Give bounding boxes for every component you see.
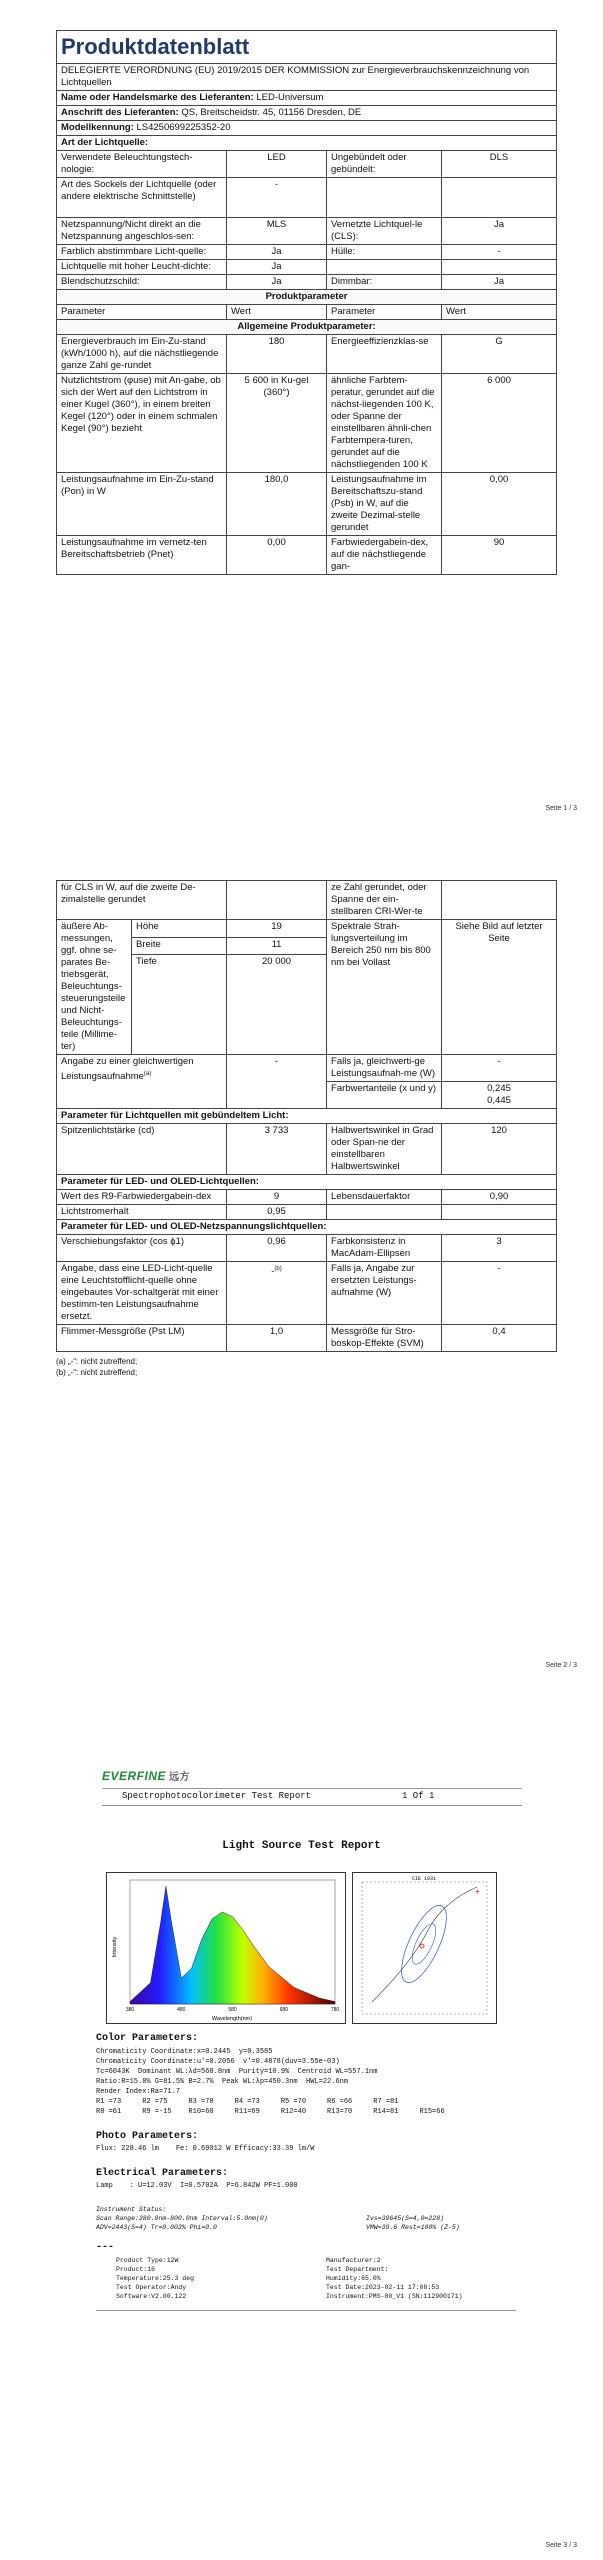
param-label: Vernetzte Lichtquel-le (CLS): [327,218,442,245]
supplier-name: LED-Universum [256,92,324,103]
param-label: Leistungsaufnahme im Ein-Zu-stand (Pon) in W [57,473,227,536]
param-value: 9 [227,1190,327,1205]
info-line: Temperature:25.3 deg [116,2275,195,2282]
param-label: Falls ja, Angabe zur ersetzten Leistungs-aufnahme (W) [327,1262,442,1325]
spectrum-label: Spektrale Strah-lungsverteilung im Bereich 250 nm bis 800 nm bei Vollast [327,920,442,1055]
info-line: Software:V2.00.122 [116,2293,187,2300]
cie-diagram [352,1872,497,2024]
param-label: Hülle: [327,245,442,260]
report-body [96,2033,526,2311]
param-value: 3 [442,1235,557,1262]
supplier-name-row [57,91,557,106]
info-line: Instrument:PMS-80_V1 (SN:112900171) [326,2293,463,2300]
depth-value: 20 000 [227,955,327,1055]
param-label: Wert des R9-Farbwiedergabein-dex [57,1190,227,1205]
param-label: Lichtquelle mit hoher Leucht-dichte: [57,260,227,275]
empty-cell [442,260,557,275]
param-value: 6 000 [442,374,557,473]
param-label: Art des Sockels der Lichtquelle (oder andere elektrische Schnittstelle) [57,178,227,218]
param-label: Blendschutzschild: [57,275,227,290]
test-info [96,2256,526,2306]
report-title: Light Source Test Report [222,1840,381,1852]
color-line: Ratio:R=15.8% G=81.5% B=2.7% Peak WL:λp=450.3nm HWL=22.6nm [96,2078,349,2086]
section-header: Parameter für LED- und OLED-Lichtquellen: [57,1175,557,1190]
param-label: Lichtstromerhalt [57,1205,227,1220]
separator-dashes: --- [96,2242,115,2253]
page-1 [0,0,603,815]
footnote-ref: (a) [143,1071,152,1077]
photo-params-title: Photo Parameters: [96,2131,199,2142]
param-value: Ja [227,260,327,275]
param-label: ze Zahl gerundet, oder Spanne der ein-stellbaren CRI-Wer-te [327,881,442,920]
param-label: ähnliche Farbtem-peratur, gerundet auf die nächst-liegenden 100 K, oder Spanne der einstellbaren ähnli-chen Farbtempera-turen, gerundet auf die nächstliegenden 100 K [327,374,442,473]
color-line: Tc=6043K Dominant WL:λd=568.8nm Purity=10.9% Centroid WL=557.1nm [96,2068,378,2076]
color-params-title: Color Parameters: [96,2033,199,2044]
param-value: 120 [442,1124,557,1175]
page-number: Seite 1 / 3 [545,805,577,812]
page-number: Seite 2 / 3 [545,1662,577,1669]
param-value: - [442,1262,557,1325]
param-value: LED [227,151,327,178]
supplier-address-row [57,106,557,121]
inst-line: Scan Range:380.0nm-800.0nm Interval:5.0nm(0) [96,2215,268,2222]
page-2 [0,830,603,1690]
param-label: Falls ja, gleichwerti-ge Leistungsaufnah-me (W) [327,1055,442,1082]
param-label: Messgröße für Stro-boskop-Effekte (SVM) [327,1325,442,1352]
param-value: 0,90 [442,1190,557,1205]
param-value: 3 733 [227,1124,327,1175]
x-tick-label: 480 [177,2007,186,2013]
empty-cell [227,881,327,920]
param-value: 90 [442,536,557,575]
sheet-title: Produktdatenblatt [57,31,557,64]
param-value: 5 600 in Ku-gel (360°) [227,374,327,473]
column-header: Wert [442,305,557,320]
x-tick-label: 380 [125,2007,135,2013]
spectrum-chart [106,1872,346,2024]
section-header: Parameter für LED- und OLED-Netzspannungslichtquellen: [57,1220,557,1235]
report-header [102,1788,522,1806]
page-number: Seite 3 / 3 [545,2542,577,2549]
datasheet-table [56,30,556,575]
param-value: 180 [227,335,327,374]
info-line: Manufacturer:2 [326,2257,381,2264]
param-label: Lebensdauerfaktor [327,1190,442,1205]
depth-label: Tiefe [132,955,227,1055]
datasheet-table-continued [56,880,556,1378]
height-value: 19 [227,920,327,938]
param-value: 180,0 [227,473,327,536]
width-label: Breite [132,937,227,955]
param-label: Energieeffizienzklas-se [327,335,442,374]
empty-cell [327,260,442,275]
color-line: Chromaticity Coordinate:u'=0.2056 v'=0.4878(duv=3.55e-03) [96,2058,340,2066]
model-id: LS4250699225352-20 [136,122,231,133]
logo-text: EVERFINE [102,1769,167,1783]
inst-line: VMW=39.6 Rest=100% (Z-5) [366,2224,460,2231]
height-label: Höhe [132,920,227,938]
param-label: Flimmer-Messgröße (Pst LM) [57,1325,227,1352]
spectrum-value: Siehe Bild auf letzter Seite [442,920,557,1055]
info-line: Test Date:2023-02-11 17:08:53 [326,2284,440,2291]
x-tick-label: 580 [228,2007,237,2013]
everfine-logo [102,1768,190,1783]
param-value: Ja [442,218,557,245]
param-label: Farbwiedergabein-dex, auf die nächstliegende gan- [327,536,442,575]
footnote-b: (b) „-“: nicht zutreffend; [56,1368,138,1377]
info-line: Test Department: [326,2266,389,2273]
regulation-text: DELEGIERTE VERORDNUNG (EU) 2019/2015 DER KOMMISSION zur Energieverbrauchskennzeichnung von Lichtquellen [57,64,557,91]
instrument-status [96,2214,526,2234]
info-line: Product:16 [116,2266,156,2273]
dimensions-label: äußere Ab-messungen, ggf. ohne se-parates Be-triebsgerät, Beleuchtungs-steuerungsteile und Nicht-Beleuchtungs-teile (Millime-ter) [57,920,132,1055]
address-label: Anschrift des Lieferanten: [61,107,179,118]
param-label: Ungebündelt oder gebündelt: [327,151,442,178]
supplier-name-label: Name oder Handelsmarke des Lieferanten: [61,92,254,103]
art-label: Art der Lichtquelle: [57,136,557,151]
footnote-ref: (b) [274,1266,282,1272]
param-label: Halbwertswinkel in Grad oder Span-ne der einstellbaren Halbwertswinkel [327,1124,442,1175]
section-header: Produktparameter [57,290,557,305]
info-line: Product Type:12W [116,2257,179,2264]
param-label: Leistungsaufnahme im Bereitschaftszu-stand (Psb) in W, auf die zweite Dezimal-stelle gerundet [327,473,442,536]
param-value: 1,0 [227,1325,327,1352]
param-label: Energieverbrauch im Ein-Zu-stand (kWh/1000 h), auf die nächstliegende ganze Zahl ge-rundet [57,335,227,374]
param-label: Angabe, dass eine LED-Licht-quelle eine Leuchtstofflicht-quelle ohne eingebautes Vor-schaltgerät mit einer bestimm-ten Leistungsaufnahme ersetzt. [57,1262,227,1325]
chromaticity-y: 0,445 [487,1095,511,1106]
test-info-left [116,2256,316,2301]
param-label: Spitzenlichtstärke (cd) [57,1124,227,1175]
empty-cell [442,1205,557,1220]
param-label: Verschiebungsfaktor (cos ϕ1) [57,1235,227,1262]
color-line: Chromaticity Coordinate:x=0.2445 y=0.3585 [96,2048,273,2056]
param-value: 0,96 [227,1235,327,1262]
logo-cn: 远方 [169,1772,191,1783]
param-label: Farblich abstimmbare Licht-quelle: [57,245,227,260]
param-value: G [442,335,557,374]
param-value: 0,4 [442,1325,557,1352]
cie-label: CIE 1931 [411,1876,437,1882]
address: QS, Breitscheidstr. 45, 01156 Dresden, DE [181,107,362,118]
equivalent-power-label: Angabe zu einer gleichwertigen Leistungsaufnahme [61,1056,194,1083]
empty-cell [327,178,442,218]
info-line: Humidity:65.0% [326,2275,381,2282]
y-axis-label: Intensity [112,1936,118,1958]
param-label: Nutzlichtstrom (φuse) mit An-gabe, ob sich der Wert auf den Lichtstrom in einer Kugel (360°), in einem breiten Kegel (120°) oder in einem schmalen Kegel (90°) bezieht [57,374,227,473]
empty-cell [442,881,557,920]
inst-line: Ivs=39645(S=4,0=228) [366,2215,445,2222]
width-value: 11 [227,937,327,955]
x-axis-label: Wavelength(nm) [211,2016,253,2022]
empty-cell [442,178,557,218]
param-value: Ja [227,275,327,290]
param-value: - [442,245,557,260]
elec-params-title: Electrical Parameters: [96,2168,229,2179]
param-label: Dimmbar: [327,275,442,290]
inst-line: ADV=2443(S=4) Tr=0.003% Phi=0.0 [96,2224,217,2231]
param-label: Farbkonsistenz in MacAdam-Ellipsen [327,1235,442,1262]
column-header: Parameter [327,305,442,320]
empty-cell [327,1205,442,1220]
photo-line: Flux: 228.46 lm Fe: 0.69012 W Efficacy:33.39 lm/W [96,2145,315,2153]
column-header: Wert [227,305,327,320]
section-header: Allgemeine Produktparameter: [57,320,557,335]
param-value: - [442,1055,557,1082]
replacement-value: - [271,1266,275,1278]
param-label: Netzspannung/Nicht direkt an die Netzspannung angeschlos-sen: [57,218,227,245]
param-value: MLS [227,218,327,245]
param-value [442,1082,557,1109]
param-label: Leistungsaufnahme im vernetz-ten Bereitschaftsbetrieb (Pnet) [57,536,227,575]
elec-line: Lamp : U=12.03V I=0.5702A P=6.842W PF=1.000 [96,2182,298,2190]
param-value: Ja [227,245,327,260]
param-value: DLS [442,151,557,178]
color-line: Render Index:Ra=71.7 [96,2088,181,2096]
param-label: Farbwertanteile (x und y) [327,1082,442,1109]
column-header: Parameter [57,305,227,320]
ref-point-marker: + [475,1887,480,1896]
instrument-status-title: Instrument Status: [96,2206,167,2213]
test-info-right [326,2256,526,2301]
model-row [57,121,557,136]
x-tick-label: 780 [330,2007,340,2013]
param-value: - [227,1055,327,1109]
param-value: 0,00 [227,536,327,575]
param-value: 0,00 [442,473,557,536]
info-line: Test Operator:Andy [116,2284,187,2291]
page-3 [0,1700,603,2560]
color-params [96,2047,526,2117]
param-value [227,1262,327,1325]
report-header-title: Spectrophotocolorimeter Test Report [122,1791,312,1801]
chromaticity-x: 0,245 [487,1083,511,1094]
report-header-page: 1 Of 1 [402,1791,435,1801]
param-label: für CLS in W, auf die zweite De-zimalstelle gerundet [57,881,227,920]
x-tick-label: 680 [279,2007,288,2013]
param-label [57,1055,227,1109]
color-line: R1 =73 R2 =75 R3 =78 R4 =73 R5 =70 R6 =66 R7 =81 [96,2098,399,2106]
footer-rule [96,2310,516,2311]
model-label: Modellkennung: [61,122,134,133]
section-header: Parameter für Lichtquellen mit gebündeltem Licht: [57,1109,557,1124]
param-value: 0,95 [227,1205,327,1220]
color-line: R8 =61 R9 =-15 R10=60 R11=69 R12=40 R13=70 R14=81 R15=66 [96,2108,445,2116]
param-label: Verwendete Beleuchtungstech-nologie: [57,151,227,178]
footnote-a: (a) „-“: nicht zutreffend; [56,1357,138,1366]
param-value: - [227,178,327,218]
param-value: Ja [442,275,557,290]
